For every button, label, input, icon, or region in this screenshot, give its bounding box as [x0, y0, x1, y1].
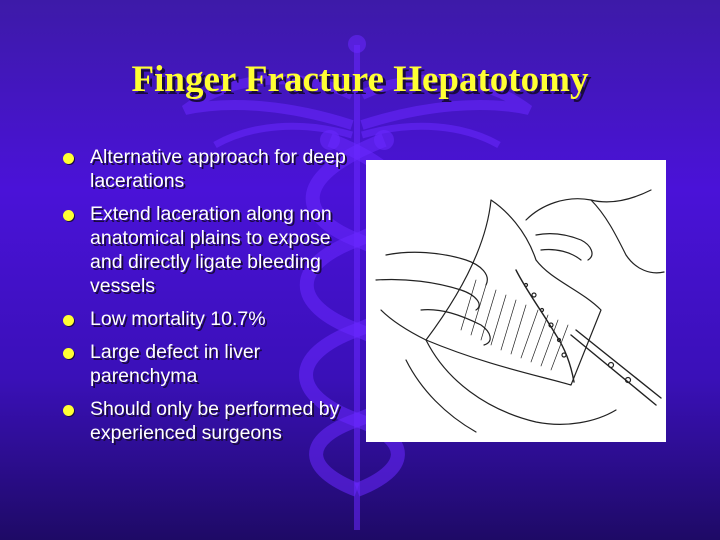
bullet-item	[62, 397, 352, 445]
bullet-text: Extend laceration along non anatomical plains to expose and directly ligate bleeding vessels	[90, 203, 332, 297]
bullet-item	[62, 202, 352, 298]
bullet-text: Low mortality 10.7%	[90, 308, 266, 330]
bullet-text: Alternative approach for deep lacerations	[90, 146, 346, 192]
surgical-drawing	[366, 160, 666, 442]
bullet-dot-icon	[63, 405, 74, 416]
bullet-dot-icon	[63, 315, 74, 326]
surgical-illustration	[366, 160, 666, 442]
bullet-item	[62, 307, 352, 331]
bullet-text: Large defect in liver parenchyma	[90, 341, 261, 387]
bullet-dot-icon	[63, 348, 74, 359]
bullet-dot-icon	[63, 210, 74, 221]
bullet-dot-icon	[63, 153, 74, 164]
slide-title: Finger Fracture Hepatotomy	[131, 59, 589, 100]
bullet-item	[62, 145, 352, 193]
bullet-list	[62, 145, 352, 454]
bullet-item	[62, 340, 352, 388]
bullet-text: Should only be performed by experienced surgeons	[90, 398, 340, 444]
